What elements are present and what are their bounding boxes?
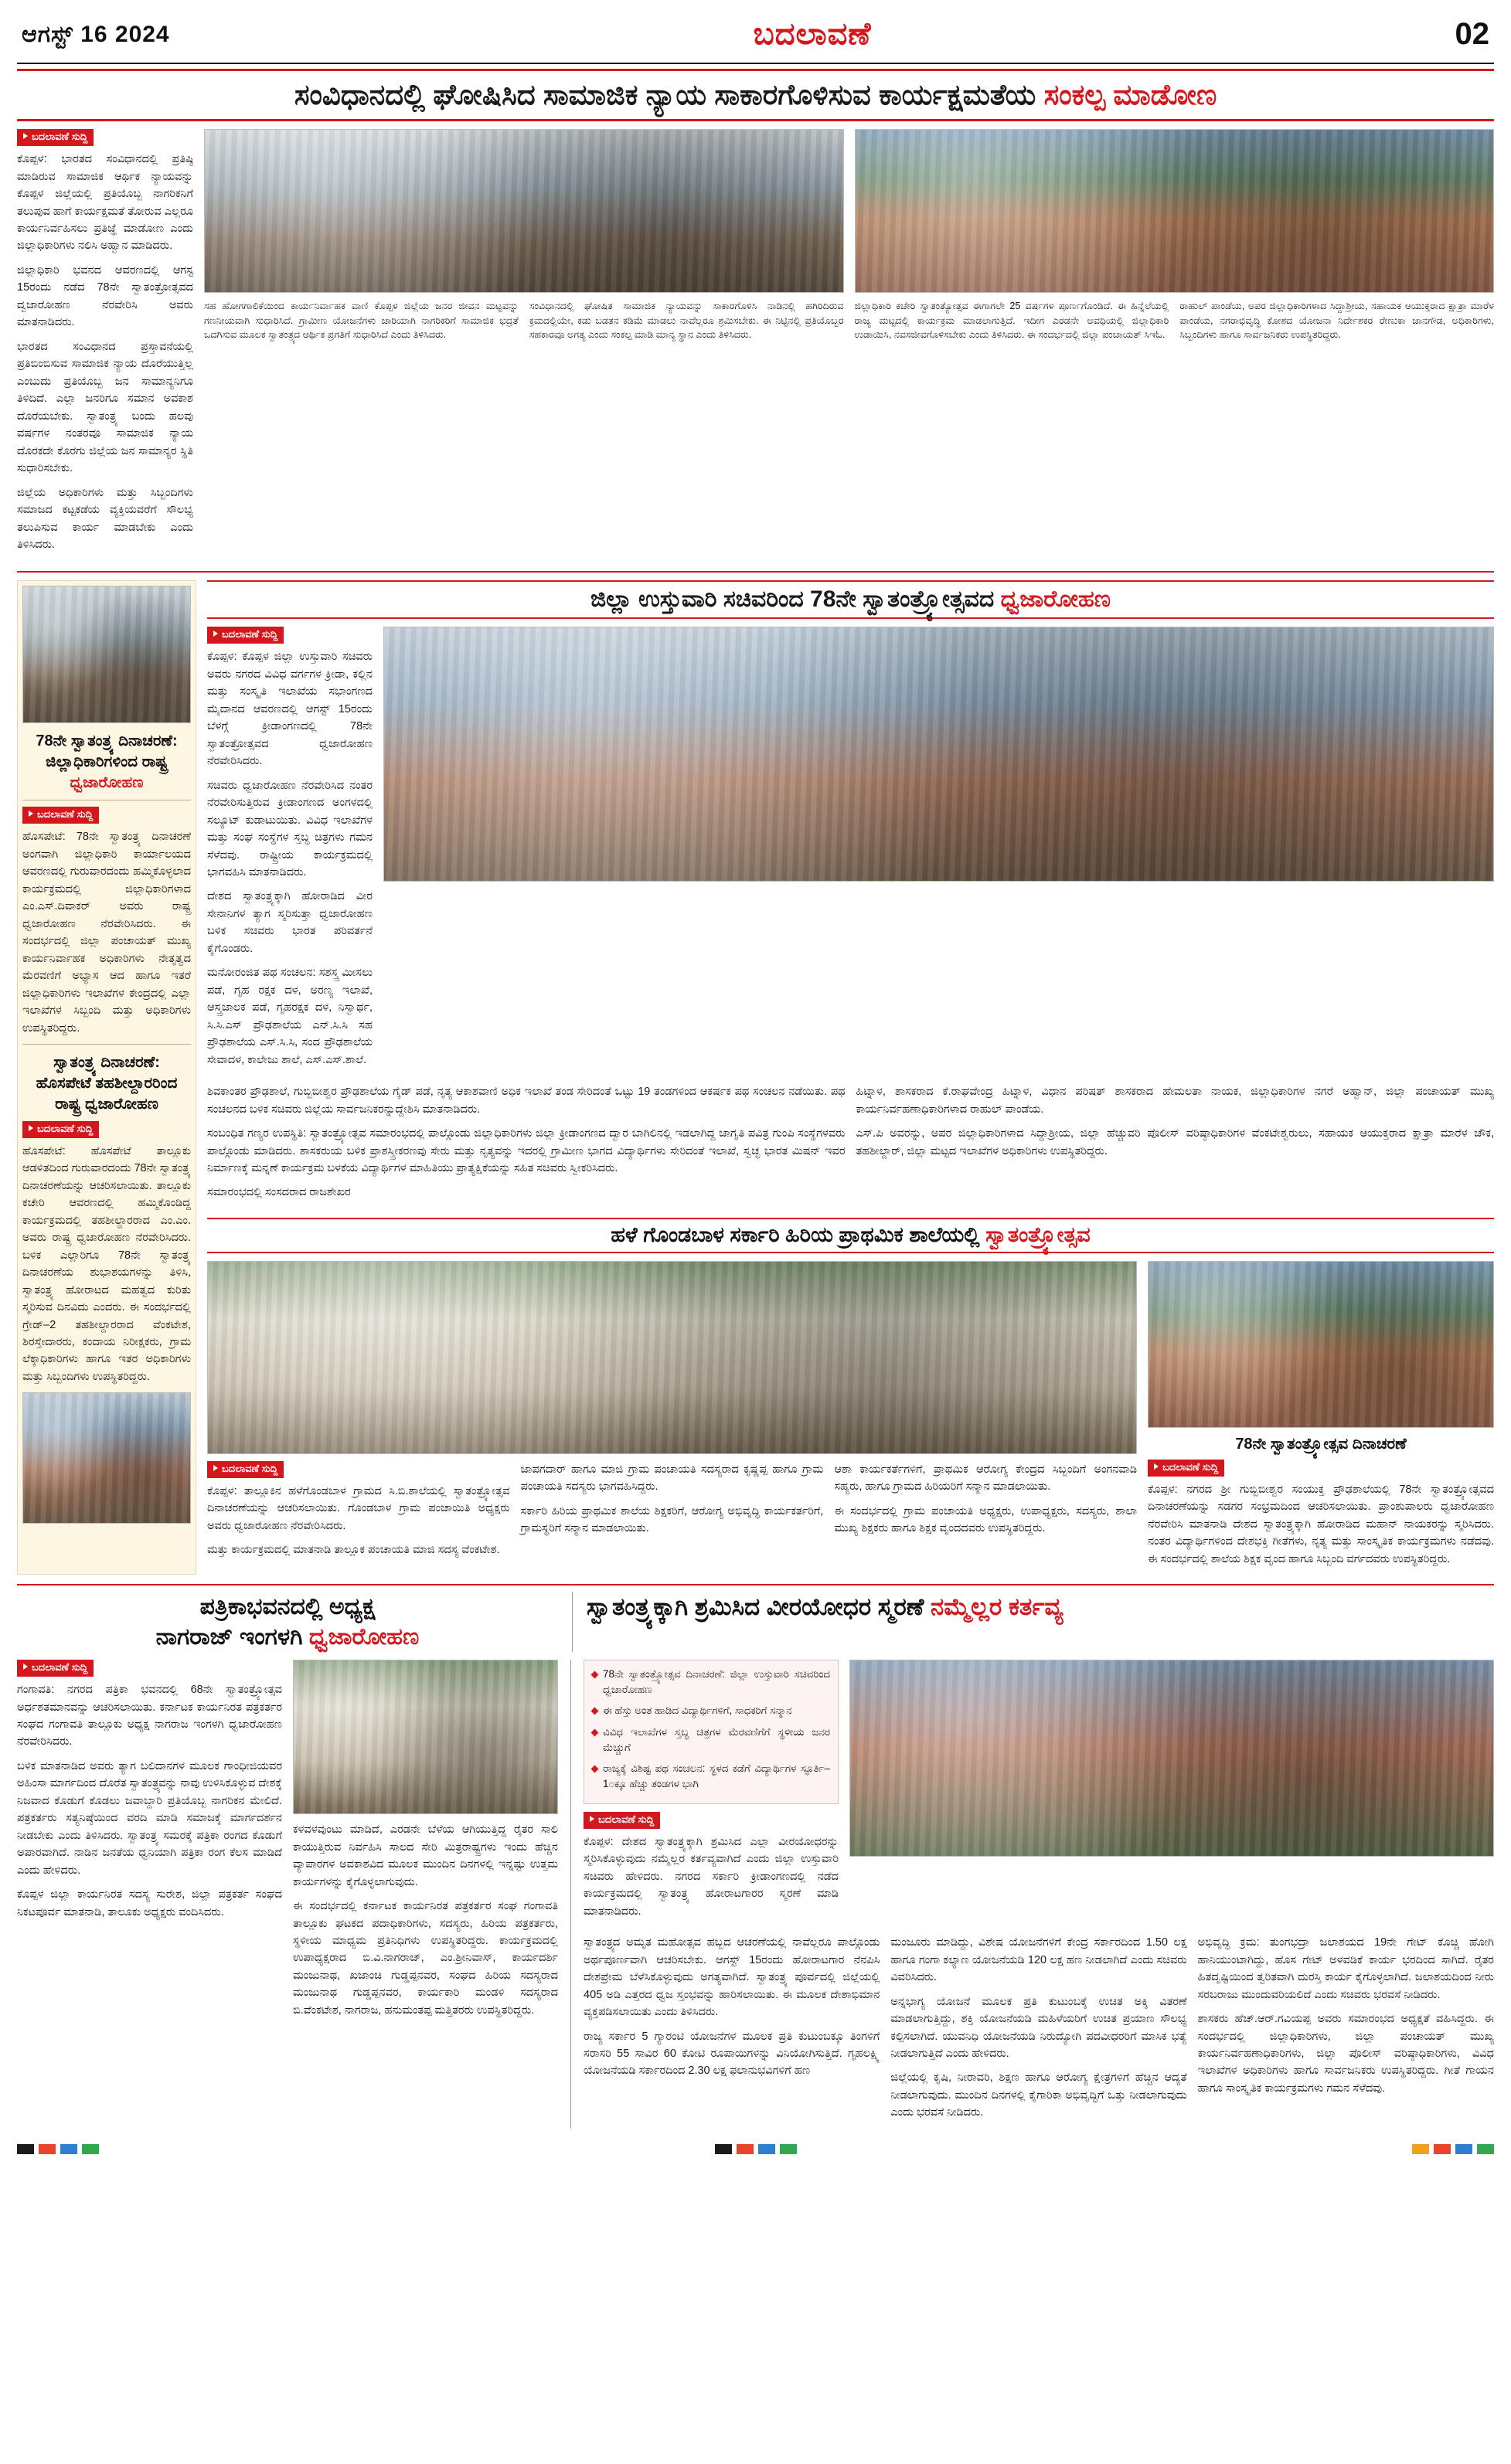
mid-column-2 bbox=[207, 1083, 846, 1208]
kicker-badge: ಬದಲಾವಣೆ ಸುದ್ದಿ bbox=[22, 1121, 99, 1138]
school-row bbox=[207, 1261, 1494, 1575]
mid-headline-band bbox=[207, 580, 1494, 619]
kicker-badge: ಬದಲಾವಣೆ ಸುದ್ದಿ bbox=[22, 807, 99, 824]
photo-rail-flag-hoisting bbox=[22, 586, 191, 723]
school-paragraph: ಈ ಸಂದರ್ಭದಲ್ಲಿ ಗ್ರಾಮ ಪಂಚಾಯತಿ ಅಧ್ಯಕ್ಷರು, ಉಪಾಧ್ಯಕ್ಷರು, ಸದಸ್ಯರು, ಶಾಲಾ ಮುಖ್ಯ ಶಿಕ್ಷಕರು ಹಾಗೂ ಶಿಕ್ಷಕ ವೃಂದದವರು ಉಪಸ್ಥಿತರಿದ್ದರು. bbox=[834, 1504, 1138, 1535]
school-column-2 bbox=[521, 1461, 824, 1566]
registration-dot bbox=[780, 2144, 797, 2154]
school-main-column bbox=[207, 1261, 1137, 1575]
kicker-badge: ಬದಲಾವಣೆ ಸುದ್ದಿ bbox=[584, 1812, 660, 1829]
school-headline-band bbox=[207, 1218, 1494, 1253]
bottom-right-paragraph: ಶಾಸಕರು ಹೆಚ್.ಆರ್.ಗವಿಯಪ್ಪ ಅವರು ಸಮಾರಂಭದ ಅಧ್ಯಕ್ಷತೆ ವಹಿಸಿದ್ದರು. ಈ ಸಂದರ್ಭದಲ್ಲಿ ಜಿಲ್ಲಾಧಿಕಾರಿಗಳು, ಜಿಲ್ಲಾ ಪಂಚಾಯತ್ ಮುಖ್ಯ ಕಾರ್ಯನಿರ್ವಹಣಾಧಿಕಾರಿಗಳು, ಜಿಲ್ಲಾ ಪೊಲೀಸ್ ವರಿಷ್ಠಾಧಿಕಾರಿಗಳು, ವಿವಿಧ ಇಲಾಖೆಗಳ ಅಧಿಕಾರಿಗಳು ಹಾಗೂ ಸಾರ್ವಜನಿಕರು ಉಪಸ್ಥಿತರಿದ್ದರು. ಗೀತೆ ಗಾಯನ ಹಾಗೂ ಸಾಂಸ್ಕೃತಿಕ ಕಾರ್ಯಕ್ರಮಗಳು ಗಮನ ಸೆಳೆದವು. bbox=[1197, 2013, 1494, 2095]
mid-paragraph: ಕೊಪ್ಪಳ: ಕೊಪ್ಪಳ ಜಿಲ್ಲಾ ಉಸ್ತುವಾರಿ ಸಚಿವರು ಅವರು ನಗರದ ವಿವಿಧ ವರ್ಗಗಳ ಕ್ರೀಡಾ, ಕಲ್ಲಿನ ಮತ್ತು ಸಂಸ್ಕೃತಿ ಇಲಾಖೆಯ ಸಭಾಂಗಣದ ಮೈದಾನದ ಆವರಣದಲ್ಲಿ ಆಗಸ್ಟ್ 15ರಂದು ಬೆಳಗ್ಗೆ ಕ್ರೀಡಾಂಗಣದಲ್ಲಿ 78ನೇ ಸ್ವಾತಂತ್ರೋತ್ಸವದ ಧ್ವಜಾರೋಹಣ ನೆರವೇರಿಸಿದರು. bbox=[207, 651, 373, 768]
publication-logo: ಬದಲಾವಣೆ bbox=[753, 17, 872, 51]
registration-dot bbox=[17, 2144, 34, 2154]
top-story bbox=[17, 129, 1494, 568]
school-headline bbox=[210, 1223, 1491, 1248]
footer-dots-right bbox=[1412, 2144, 1494, 2154]
rail-headline-2-line2: ಹೊಸಪೇಟೆ ತಹಶೀಲ್ದಾರರಿಂದ bbox=[36, 1074, 178, 1092]
mid-paragraph: ಶಿವಕಾಂತರ ಪ್ರೌಢಶಾಲೆ, ಗುಬ್ಬಿಬೀಶ್ವರ ಪ್ರೌಢಶಾಲೆಯ ಗೈಡ್ ಪಡೆ, ನೃತ್ಯ ಆಕಾಶವಾಣಿ ಅಧಿಕ ಇಲಾಖೆ ತಂಡ ಸೇರಿದಂತೆ ಒಟ್ಟು 19 ತಂಡಗಳಿಂದ ಆಕರ್ಷಕ ಪಥ ಸಂಚಲನ ನಡೆಯಿತು. ಪಥ ಸಂಚಲನದ ಬಳಿಕ ಸಚಿವರು ಜಿಲ್ಲೆಯ ಸಾರ್ವಜನಿಕರನ್ನುದ್ದೇಶಿಸಿ ಮಾತನಾಡಿದರು. bbox=[207, 1086, 846, 1116]
mid-column-3 bbox=[856, 1083, 1495, 1208]
school-side-paragraph: ಕೊಪ್ಪಳ: ನಗರದ ಶ್ರೀ ಗುಬ್ಬಿಬೀಶ್ವರ ಸಂಯುಕ್ತ ಪ್ರೌಢಶಾಲೆಯಲ್ಲಿ 78ನೇ ಸ್ವಾತಂತ್ರ್ಯೋತ್ಸವದ ದಿನಾಚರಣೆಯನ್ನು ಸಡಗರ ಸಂಭ್ರಮದಿಂದ ಆಚರಿಸಲಾಯಿತು. ಪ್ರಾಂಶುಪಾಲರು ಧ್ವಜಾರೋಹಣ ನೆರವೇರಿಸಿ ಮಾತನಾಡಿ ದೇಶದ ಸ್ವಾತಂತ್ರ್ಯಕ್ಕಾಗಿ ಹೋರಾಡಿದ ಮಹಾನ್ ನಾಯಕರನ್ನು ಸ್ಮರಿಸಿದರು. ನಂತರ ವಿದ್ಯಾರ್ಥಿಗಳಿಂದ ದೇಶಭಕ್ತಿ ಗೀತೆಗಳು, ನೃತ್ಯ ಮತ್ತು ಸಾಂಸ್ಕೃತಿಕ ಕಾರ್ಯಕ್ರಮಗಳು ನಡೆದವು. ಈ ಸಂದರ್ಭದಲ್ಲಿ ಶಾಲೆಯ ಶಿಕ್ಷಕ ವೃಂದ ಹಾಗೂ ಸಿಬ್ಬಂದಿ ವರ್ಗದವರು ಉಪಸ್ಥಿತರಿದ್ದರು. bbox=[1148, 1483, 1494, 1565]
photo-district-office-flag-hoisting bbox=[204, 129, 844, 293]
mid-story-grid bbox=[207, 627, 1494, 1076]
rail-divider bbox=[22, 1044, 191, 1045]
footer-color-bar bbox=[17, 2139, 1494, 2154]
top-story-paragraph: ಜಿಲ್ಲೆಯ ಅಧಿಕಾರಿಗಳು ಮತ್ತು ಸಿಬ್ಬಂದಿಗಳು ಸಮಾಜದ ಕಟ್ಟಕಡೆಯ ವ್ಯಕ್ತಿಯವರೆಗೆ ಸೌಲಭ್ಯ ತಲುಪಿಸುವ ಕಾರ್ಯ ಮಾಡಬೇಕು ಎಂದು ತಿಳಿಸಿದರು. bbox=[17, 486, 193, 551]
top-story-text-column bbox=[17, 129, 193, 560]
bottom-right-headline bbox=[587, 1592, 1494, 1623]
rail-headline-2 bbox=[26, 1052, 188, 1115]
highlight-item: ಈ ಹೆಸ್ತು ಅಂತ ಹಾಡಿದ ವಿದ್ಯಾರ್ಥಿಗಳಿಗೆ, ಸಾಧಕರಿಗೆ ಸನ್ಮಾನ bbox=[592, 1703, 830, 1718]
mid-headline-accent: ಧ್ವಜಾರೋಹಣ bbox=[1000, 586, 1111, 613]
bottom-right-paragraph: ಅಭಿವೃದ್ಧಿ ಕ್ರಮ: ತುಂಗಭದ್ರಾ ಜಲಾಶಯದ 19ನೇ ಗೇಟ್ ಕೊಚ್ಚಿ ಹೋಗಿ ಹಾನಿಯುಂಟಾಗಿದ್ದು, ಹೊಸ ಗೇಟ್ ಅಳವಡಿಕೆ ಕಾರ್ಯ ಭರದಿಂದ ಸಾಗಿದೆ. ರೈತರ ಹಿತದೃಷ್ಟಿಯಿಂದ ತ್ವರಿತವಾಗಿ ದುರಸ್ತಿ ಕಾರ್ಯ ಕೈಗೊಳ್ಳಲಾಗಿದೆ. ಜಲಾಶಯದಿಂದ ನೀರು ಸರಬರಾಜು ಮುಂದುವರಿಯಲಿದೆ ಎಂದು ಸಚಿವರು ಭರವಸೆ ನೀಡಿದರು. bbox=[1197, 1936, 1494, 2001]
bottom-right-body bbox=[570, 1660, 1494, 2129]
bottom-right-paragraph: ರಾಜ್ಯ ಸರ್ಕಾರ 5 ಗ್ಯಾರಂಟಿ ಯೋಜನೆಗಳ ಮೂಲಕ ಪ್ರತಿ ಕುಟುಂಬಕ್ಕೂ ತಿಂಗಳಿಗೆ ಸರಾಸರಿ 55 ಸಾವಿರ 60 ಕೋಟಿ ರೂಪಾಯಿಗಳನ್ನು ವಿನಿಯೋಗಿಸುತ್ತಿದೆ. ಗೃಹಲಕ್ಷ್ಮಿ ಯೋಜನೆಯಡಿ ಸರ್ಕಾರದಿಂದ 2.30 ಲಕ್ಷ ಫಲಾನುಭವಿಗಳಿಗೆ ಹಣ bbox=[584, 2030, 880, 2078]
bottom-body bbox=[17, 1660, 1494, 2129]
bottom-right-paragraph: ಸ್ವಾತಂತ್ರ್ಯದ ಅಮೃತ ಮಹೋತ್ಸವ ಹಬ್ಬದ ಆಚರಣೆಯಲ್ಲಿ ನಾವೆಲ್ಲರೂ ಪಾಲ್ಗೊಂಡು ಅರ್ಥಪೂರ್ಣವಾಗಿ ಆಚರಿಸಬೇಕು. ಆಗಸ್ಟ್ 15ರಂದು ಹೋರಾಟಗಾರ ನೆನಪಿಸಿ ದೇಶಪ್ರೇಮ ಬೆಳೆಸಿಕೊಳ್ಳುವುದು ಅಗತ್ಯವಾಗಿದೆ. ಸ್ವಾತಂತ್ರ್ಯ ಪೂರ್ವದಲ್ಲಿ ಜಿಲ್ಲೆಯಲ್ಲಿ 405 ಅಡಿ ಎತ್ತರದ ಧ್ವಜ ಸ್ತಂಭವನ್ನು ಹಾರಿಸಲಾಯಿತು. ಈ ಮೂಲಕ ದೇಶಾಭಿಮಾನ ವ್ಯಕ್ತಪಡಿಸಲಾಯಿತು ಎಂದು ತಿಳಿಸಿದರು. bbox=[584, 1936, 880, 2019]
mid-headline-main: ಜಿಲ್ಲಾ ಉಸ್ತುವಾರಿ ಸಚಿವರಿಂದ 78ನೇ ಸ್ವಾತಂತ್ರ್ಯೋತ್ಸವದ bbox=[590, 586, 1001, 613]
school-text-columns bbox=[207, 1461, 1137, 1566]
mid-paragraph: ಮನೋರಂಜಿತ ಪಥ ಸಂಚಲನ: ಸಶಸ್ತ್ರ ಮೀಸಲು ಪಡೆ, ಗೃಹ ರಕ್ಷಕ ದಳ, ಅರಣ್ಯ ಇಲಾಖೆ, ಆಸ್ತ್ರಜಾಲಕ ಪಡೆ, ಗೃಹರಕ್ಷಕ ದಳ, ನಿಸ್ವಾರ್ಥ, ಸಿ.ಸಿ.ಎಸ್ ಪ್ರೌಢಶಾಲೆಯ ಎನ್.ಸಿ.ಸಿ ಸಹ ಪ್ರೌಢಶಾಲೆಯ ಎಸ್.ಸಿ.ಸಿ, ಸಂದ ಪ್ರೌಢಶಾಲೆಯ ಸೇವಾದಳ, ಕಾಲೇಜು ಶಾಲೆ, ಎಸ್.ಎಸ್.ಶಾಲೆ. bbox=[207, 967, 373, 1066]
registration-dot bbox=[1434, 2144, 1451, 2154]
kicker-badge: ಬದಲಾವಣೆ ಸುದ್ದಿ bbox=[207, 1461, 284, 1478]
top-story-paragraph: ಜಿಲ್ಲಾಧಿಕಾರಿ ಭವನದ ಆವರಣದಲ್ಲಿ ಆಗಸ್ಟ 15ರಂದು ನಡೆದ 78ನೇ ಸ್ವಾತಂತ್ರೋತ್ಸವದ ದ್ವಜಾರೋಹಣ ನೆರವೇರಿಸಿ ಅವರು ಮಾತನಾಡಿದರು. bbox=[17, 263, 193, 329]
mid-paragraph: ಸಮಾರಂಭದಲ್ಲಿ ಸಂಸದರಾದ ರಾಜಶೇಖರ bbox=[207, 1186, 351, 1199]
photo-rail-tahsildar-flag bbox=[22, 1392, 191, 1524]
bottom-left-paragraph: ಈ ಸಂದರ್ಭದಲ್ಲಿ ಕರ್ನಾಟಕ ಕಾರ್ಯನಿರತ ಪತ್ರಕರ್ತರ ಸಂಘ ಗಂಗಾವತಿ ತಾಲ್ಲೂಕು ಘಟಕದ ಪದಾಧಿಕಾರಿಗಳು, ಸದಸ್ಯರು, ಹಿರಿಯ ಪತ್ರಕರ್ತರು, ಸ್ಥಳೀಯ ಮಾಧ್ಯಮ ಪ್ರತಿನಿಧಿಗಳು ಉಪಸ್ಥಿತರಿದ್ದರು. ಕಾರ್ಯಕ್ರಮದಲ್ಲಿ ಉಪಾಧ್ಯಕ್ಷರಾದ ಬಿ.ವಿ.ನಾಗರಾಜ್, ಎಂ.ಶ್ರೀನಿವಾಸ್, ಕಾರ್ಯದರ್ಶಿ ಮಂಜುನಾಥ, ಖಜಾಂಚಿ ಗುಡ್ಡಪ್ಪನವರ, ಸಂಘದ ಹಿರಿಯ ಸದಸ್ಯರಾದ ಮಂಜುನಾಥ ಗುಡ್ಡಪ್ಪನವರ, ಕಾರ್ಯಕಾರಿ ಮಂಡಳಿ ಸದಸ್ಯರಾದ ಬಿ.ವೆಂಕಟೇಶ, ನಾಗರಾಜ, ಹನುಮಂತಪ್ಪ ಮತ್ತಿತರರು ಉಪಸ್ಥಿತರಿದ್ದರು. bbox=[293, 1900, 558, 2017]
bottom-right-headline-accent: ನಮ್ಮೆಲ್ಲರ ಕರ್ತವ್ಯ bbox=[930, 1593, 1063, 1621]
rail-headline-1-line1: 78ನೇ ಸ್ವಾತಂತ್ರ್ಯ ದಿನಾಚರಣೆ: bbox=[36, 732, 178, 750]
mid-photo-column bbox=[383, 627, 1494, 1076]
school-paragraph: ಕೊಪ್ಪಳ: ತಾಲ್ಲೂಕಿನ ಹಳೆಗೊಂಡಬಾಳ ಗ್ರಾಮದ ಸಿ.ಬಿ.ಶಾಲೆಯಲ್ಲಿ ಸ್ವಾತಂತ್ರ್ಯೋತ್ಸವ ದಿನಾಚರಣೆಯನ್ನು ಆಚರಿಸಲಾಯಿತು. ಗೊಂಡಬಾಳ ಗ್ರಾಮ ಪಂಚಾಯಿತಿ ಅಧ್ಯಕ್ಷರು ಅವರು ಧ್ವಜಾರೋಹಣ ನೆರವೇರಿಸಿದರು. bbox=[207, 1484, 510, 1532]
mid-story-text-column bbox=[207, 627, 373, 1076]
rail-paragraph-1: ಹೊಸಪೇಟೆ: 78ನೇ ಸ್ವಾತಂತ್ರ್ಯ ದಿನಾಚರಣೆ ಅಂಗವಾಗಿ ಜಿಲ್ಲಾಧಿಕಾರಿ ಕಾರ್ಯಾಲಯದ ಆವರಣದಲ್ಲಿ ಗುರುವಾರದಂದು ಹಮ್ಮಿಕೊಳ್ಳಲಾದ ಕಾರ್ಯಕ್ರಮದಲ್ಲಿ ಜಿಲ್ಲಾಧಿಕಾರಿಗಳಾದ ಎಂ.ಎಸ್.ದಿವಾಕರ್ ಅವರು ರಾಷ್ಟ್ರ ಧ್ವಜಾರೋಹಣ ನೆರವೇರಿಸಿದರು. ಈ ಸಂದರ್ಭದಲ್ಲಿ ಜಿಲ್ಲಾ ಪಂಚಾಯತ್ ಮುಖ್ಯ ಕಾರ್ಯನಿರ್ವಾಹಕ ಅಧಿಕಾರಿಗಳು ನೇತೃತ್ವದ ಮೆರವಣಿಗೆ ಅಭ್ಯಾಸ ಆದ ಹಾಗೂ ಇತರೆ ಜಿಲ್ಲಾಧಿಕಾರಿಗಳು ಇಲಾಖೆಗಳ ಕೇಂದ್ರದಲ್ಲಿ ಎಲ್ಲಾ ಇಲಾಖೆಗಳ ಸಿಬ್ಬಂದಿ ಮತ್ತು ಅಧಿಕಾರಿಗಳು ಉಪಸ್ಥಿತರಿದ್ದರು. bbox=[22, 831, 191, 1035]
caption-text: ಸಂವಿಧಾನದಲ್ಲಿ ಘೋಷಿತ ಸಾಮಾಜಿಕ ನ್ಯಾಯವನ್ನು ಸಾಕಾರಗೊಳಿಸಿ ನಾಡಿನಲ್ಲಿ ಹಗಿರಿದಿರುವ ಕ್ರಮದಲ್ಲಿಯೇ, ಕಡು ಬಡತನ ಕಡಿಮೆ ಮಾಡಲು ನಾವೆಲ್ಲರೂ ಶ್ರಮಿಸಬೇಕು. ಈ ನಿಟ್ಟಿನಲ್ಲಿ ಪ್ರತಿಯೊಬ್ಬರ ಸಹಕಾರವೂ ಅಗತ್ಯ ಎಂದು ಸಂಕಲ್ಪ ಮಾಡಿ ಮಾನ್ಯ ಸ್ಥಾನ ಎಂದು ತಿಳಿಸಿದರು. bbox=[529, 301, 844, 340]
photo-school-assembly bbox=[1148, 1261, 1494, 1428]
bottom-left-paragraph: ಬಳಿಕ ಮಾತನಾಡಿದ ಅವರು ತ್ಯಾಗ ಬಲಿದಾನಗಳ ಮೂಲಕ ಗಾಂಧೀಜಿಯವರ ಅಹಿಂಸಾ ಮಾರ್ಗದಿಂದ ದೊರೆತ ಸ್ವಾತಂತ್ರ್ಯವನ್ನು ನಾವು ಉಳಿಸಿಕೊಳ್ಳುವ ದೇಶಕ್ಕೆ ನಿಜವಾದ ಕೊಡುಗೆ ಕೊಡಲು ಜವಾಬ್ದಾರಿ ಪ್ರತಿಯೊಬ್ಬ ನಾಗರಿಕನ ಮೇಲಿದೆ. ಪತ್ರಕರ್ತರು ಸತ್ಯನಿಷ್ಠೆಯಿಂದ ವರದಿ ಮಾಡಿ ಸಮಾಜಕ್ಕೆ ಮಾರ್ಗದರ್ಶನ ನೀಡಬೇಕು ಎಂದು ತಿಳಿಸಿದರು. ಸ್ವಾತಂತ್ರ್ಯ ಸಮರಕ್ಕೆ ಪತ್ರಿಕಾ ರಂಗದ ಕೊಡುಗೆ ಅಪಾರವಾಗಿದೆ. ನಾಡಿನ ಜನತೆಯ ಧ್ವನಿಯಾಗಿ ಪತ್ರಿಕಾ ರಂಗ ಕೆಲಸ ಮಾಡಿದೆ ಎಂದು ಹೇಳಿದರು. bbox=[17, 1759, 282, 1877]
school-paragraph: ಜಾಪಗದಾರ್ ಹಾಗೂ ಮಾಜಿ ಗ್ರಾಮ ಪಂಚಾಯತಿ ಸದಸ್ಯರಾದ ಕೃಷ್ಣಪ್ಪ ಹಾಗೂ ಗ್ರಾಮ ಪಂಚಾಯತಿ ಸದಸ್ಯರು ಭಾಗವಹಿಸಿದ್ದರು. bbox=[520, 1463, 824, 1494]
mid-paragraph: ದೇಶದ ಸ್ವಾತಂತ್ರ್ಯಕ್ಕಾಗಿ ಹೋರಾಡಿದ ವೀರ ಸೇನಾನಿಗಳ ತ್ಯಾಗ ಸ್ಮರಿಸುತ್ತಾ ಧ್ವಜಾರೋಹಣ ಬಳಿಕ ಸಚಿವರು ಭಾರತ ಪರಿವರ್ತನೆ ಕೈಗೊಂಡರು. bbox=[207, 890, 373, 955]
mid-three-column bbox=[207, 1083, 1494, 1208]
masthead bbox=[17, 14, 1494, 61]
rail-headline-1 bbox=[26, 731, 188, 794]
top-story-paragraph: ಭಾರತದ ಸಂವಿಧಾನದ ಪ್ರಸ್ತಾವನೆಯಲ್ಲಿ ಪ್ರತಿಬಿಂಬಿಸುವ ಸಾಮಾಜಿಕ ನ್ಯಾಯ ದೊರೆಯುತ್ತಿಲ್ಲ ಎಂಬುದು ಪ್ರತಿಯೊಬ್ಬ ಜನ ಸಾಮಾನ್ಯನಿಗೂ ತಿಳಿದಿದೆ. ಎಲ್ಲಾ ಜನರಿಗೂ ಸಮಾನ ಅವಕಾಶ ದೊರೆಯಬೇಕು. ಸ್ವಾತಂತ್ರ್ಯ ಬಂದು ಹಲವು ವರ್ಷಗಳ ನಂತರವೂ ಸಾಮಾಜಿಕ ನ್ಯಾಯ ದೊರಕದೇ ಕೊರಗು ಜಿಲ್ಲೆಯ ಜನ ಸಾಮಾನ್ಯರ ಸ್ಥಿತಿ ಸುಧಾರಿಸಬೇಕು. bbox=[17, 340, 193, 475]
highlights-list bbox=[592, 1667, 830, 1792]
section-divider bbox=[17, 571, 1494, 573]
photo-press-club-flag-hoisting bbox=[293, 1660, 558, 1814]
top-headline bbox=[22, 77, 1489, 113]
top-story-photo-column bbox=[204, 129, 1494, 560]
bottom-left-column-2 bbox=[293, 1660, 558, 2129]
highlight-item: ರಾಜ್ಯಕ್ಕೆ ವಿಶಿಷ್ಟ ಪಥ ಸಂಚಲನ: ಸ್ಥಳದ ಕಡೆಗೆ ವಿದ್ಯಾರ್ಥಿಗಳ ಸ್ಫೂರ್ತಿ–1೦ಕ್ಕೂ ಹೆಚ್ಚು ತಂಡಗಳ ಭಾಗಿ bbox=[592, 1761, 830, 1792]
top-headline-band bbox=[17, 69, 1494, 121]
school-headline-main: ಹಳೆ ಗೊಂಡಬಾಳ ಸರ್ಕಾರಿ ಹಿರಿಯ ಪ್ರಾಥಮಿಕ ಶಾಲೆಯಲ್ಲಿ bbox=[611, 1222, 986, 1246]
registration-dot bbox=[715, 2144, 732, 2154]
photo-school-group bbox=[207, 1261, 1137, 1454]
school-side-column bbox=[1148, 1261, 1494, 1575]
registration-dot bbox=[39, 2144, 56, 2154]
bottom-right-paragraph: ಅನ್ನಭಾಗ್ಯ ಯೋಜನೆ ಮೂಲಕ ಪ್ರತಿ ಕುಟುಂಬಕ್ಕೆ ಉಚಿತ ಅಕ್ಕಿ ವಿತರಣೆ ಮಾಡಲಾಗುತ್ತಿದ್ದು, ಶಕ್ತಿ ಯೋಜನೆಯಡಿ ಮಹಿಳೆಯರಿಗೆ ಉಚಿತ ಪ್ರಯಾಣ ಸೌಲಭ್ಯ ಕಲ್ಪಿಸಲಾಗಿದೆ. ಯುವನಿಧಿ ಯೋಜನೆಯಡಿ ನಿರುದ್ಯೋಗಿ ಪದವೀಧರರಿಗೆ ಮಾಸಿಕ ಭತ್ಯೆ ನೀಡಲಾಗುತ್ತಿದೆ ಎಂದು ಹೇಳಿದರು. bbox=[890, 1995, 1187, 2060]
middle-section bbox=[17, 580, 1494, 1575]
school-side-title: 78ನೇ ಸ್ವಾತಂತ್ರ್ಯೋತ್ಸವ ದಿನಾಚರಣೆ bbox=[1235, 1435, 1407, 1453]
bottom-left-headline-line1: ಪತ್ರಿಕಾಭವನದಲ್ಲಿ ಅಧ್ಯಕ್ಷ bbox=[199, 1594, 376, 1620]
registration-dot bbox=[1455, 2144, 1472, 2154]
page-number: 02 bbox=[1455, 17, 1489, 51]
rail-headline-1-accent: ಧ್ವಜಾರೋಹಣ bbox=[70, 774, 144, 792]
footer-dots-center bbox=[715, 2144, 797, 2154]
middle-main-column bbox=[207, 580, 1494, 1575]
school-column-1 bbox=[207, 1461, 510, 1566]
caption-text: ರಾಹುಲ್ ಪಾಂಡೆಯ, ಅಪರ ಜಿಲ್ಲಾಧಿಕಾರಿಗಳಾದ ಸಿದ್ದಾಶ್ರೀಯ, ಸಹಾಯಕ ಆಯುಕ್ತರಾದ ಕ್ಷಾತ್ರಾ ಮಾರೆಳ ಪಾಂಡೆಯ, ನಗರಾಭಿವೃದ್ಧಿ ಕೋಶದ ಯೋಜನಾ ನಿರ್ದೇಶಕರ ರೇಣುಕಾ ಜಾನಗೌಡ, ಅಧಿಕಾರಿಗಳು, ಸಿಬ್ಬಂದಿಗಳು ಹಾಗೂ ಸಾರ್ವಜನಿಕರು ಉಪಸ್ಥಿತರಿದ್ದರು. bbox=[1179, 301, 1494, 340]
bottom-right-column-3 bbox=[1198, 1934, 1494, 2129]
bottom-right-headline-main: ಸ್ವಾತಂತ್ರ್ಯಕ್ಕಾಗಿ ಶ್ರಮಿಸಿದ ವೀರಯೋಧರ ಸ್ಮರಣೆ bbox=[587, 1593, 931, 1621]
left-rail bbox=[17, 580, 196, 1575]
bottom-left-headline-line2: ನಾಗರಾಜ್ ಇಂಗಳಗಿ bbox=[155, 1624, 309, 1650]
bottom-left-headline bbox=[17, 1592, 558, 1652]
school-paragraph: ಮತ್ತು ಕಾರ್ಯಕ್ರಮದಲ್ಲಿ ಮಾತನಾಡಿ ತಾಲ್ಲೂಕ ಪಂಚಾಯತಿ ಮಾಜಿ ಸದಸ್ಯ ವೆಂಕಟೇಶ. bbox=[207, 1544, 500, 1557]
bottom-right-paragraph: ಮಂಜೂರು ಮಾಡಿದ್ದು, ವಿಶೇಷ ಯೋಜನೆಗಳಿಗೆ ಕೇಂದ್ರ ಸರ್ಕಾರದಿಂದ 1.50 ಲಕ್ಷ ಹಾಗೂ ಗಂಗಾ ಕಲ್ಯಾಣ ಯೋಜನೆಯಡಿ 120 ಲಕ್ಷ ಹಣ ನೀಡಲಾಗಿದೆ ಎಂದು ಸಚಿವರು ವಿವರಿಸಿದರು. bbox=[890, 1936, 1187, 1984]
photo-minister-salute bbox=[849, 1660, 1494, 1857]
kicker-badge: ಬದಲಾವಣೆ ಸುದ್ದಿ bbox=[1148, 1460, 1224, 1477]
bottom-right-bullets-column bbox=[584, 1660, 839, 1927]
bottom-right-headline-wrap bbox=[572, 1592, 1494, 1652]
top-photo-left-wrap bbox=[204, 129, 844, 293]
bottom-right-photo-column bbox=[849, 1660, 1494, 1927]
rail-headline-1-line2: ಜಿಲ್ಲಾಧಿಕಾರಿಗಳಿಂದ ರಾಷ್ಟ್ರ bbox=[46, 753, 168, 771]
rail-headline-2-line1: ಸ್ವಾತಂತ್ರ್ಯ ದಿನಾಚರಣೆ: bbox=[53, 1053, 160, 1071]
bottom-right-paragraph: ಕೊಪ್ಪಳ: ದೇಶದ ಸ್ವಾತಂತ್ರ್ಯಕ್ಕಾಗಿ ಶ್ರಮಿಸಿದ ಎಲ್ಲಾ ವೀರಯೋಧರನ್ನು ಸ್ಮರಿಸಿಕೊಳ್ಳುವುದು ನಮ್ಮೆಲ್ಲರ ಕರ್ತವ್ಯವಾಗಿದೆ ಎಂದು ಜಿಲ್ಲಾ ಉಸ್ತುವಾರಿ ಸಚಿವರು ಹೇಳಿದರು. ನಗರದ ಸರ್ಕಾರಿ ಕ್ರೀಡಾಂಗಣದಲ್ಲಿ ನಡೆದ ಕಾರ್ಯಕ್ರಮದಲ್ಲಿ ಸ್ವಾತಂತ್ರ್ಯ ಹೋರಾಟಗಾರರ ಸ್ಮರಣೆ ಮಾಡಿ ಮಾತನಾಡಿದರು. bbox=[584, 1835, 839, 1918]
school-column-3 bbox=[834, 1461, 1137, 1566]
mid-paragraph: ಸಚಿವರು ಧ್ವಜಾರೋಹಣ ನೆರವೇರಿಸಿದ ನಂತರ ನೆರವೇರಿಸುತ್ತಿರುವ ಕ್ರೀಡಾಂಗಣದ ಅಂಗಳದಲ್ಲಿ ಸಲ್ಯೂಟ್ ಕುಡಾಟುಯಿತು. ವಿವಿಧ ಇಲಾಖೆಗಳ ಮತ್ತು ಸಂಘ ಸಂಸ್ಥೆಗಳ ಸ್ತಬ್ಧ ಚಿತ್ರಗಳು ಗಮನ ಸೆಳೆದವು. ರಾಷ್ಟ್ರೀಯ ಕಾರ್ಯಕ್ರಮದಲ್ಲಿ ಭಾಗವಹಿಸಿ ಮಾತನಾಡಿದರು. bbox=[207, 779, 373, 879]
mid-paragraph: ಹಿಟ್ನಾಳ, ಶಾಸಕರಾದ ಕೆ.ರಾಘವೇಂದ್ರ ಹಿಟ್ನಾಳ, ವಿಧಾನ ಪರಿಷತ್ ಶಾಸಕರಾದ ಹೇಮಲತಾ ನಾಯಕ, ಜಿಲ್ಲಾಧಿಕಾರಿಗಳ ನಗರೆ ಅಹ್ವಾನ್, ಜಿಲ್ಲಾ ಪಂಚಾಯತ್ ಮುಖ್ಯ ಕಾರ್ಯನಿರ್ವಹಣಾಧಿಕಾರಿಗಳಾದ ರಾಹುಲ್ ಪಾಂಡೆಯ. bbox=[856, 1086, 1494, 1116]
photo-public-gathering bbox=[855, 129, 1495, 293]
caption-text: ಜಿಲ್ಲಾಧಿಕಾರಿ ಕಚೇರಿ ಸ್ವಾತಂತ್ಯೋತ್ಸವ ಈಗಾಗಲೇ 25 ವರ್ಷಗಳ ಪೂರ್ಣಗೊಂಡಿದೆ. ಈ ಹಿನ್ನೆಲೆಯಲ್ಲಿ ರಾಜ್ಯ ಮಟ್ಟದಲ್ಲಿ ಕಾರ್ಯಕ್ರಮ ಮಾಡಲಾಗುತ್ತಿದೆ. ಇದೀಗ ಎರಡನೇ ಅವಧಿಯಲ್ಲಿ ಜಿಲ್ಲಾಧಿಕಾರಿ ಉಡಾಯಿಸಿ, ನವಸಜೀವಗೊಳಿಸಬೇಕು ಎಂದು ತಿಳಿಸಿದರು. ಈ ಸಂದರ್ಭದಲ್ಲಿ ಜಿಲ್ಲಾ ಪಂಚಾಯತ್ ಸಿಇಓ. bbox=[854, 301, 1169, 340]
school-paragraph: ಆಶಾ ಕಾರ್ಯಕರ್ತೆಗಳಿಗೆ, ಪ್ರಾಥಮಿಕ ಆರೋಗ್ಯ ಕೇಂದ್ರದ ಸಿಬ್ಬಂದಿಗೆ ಅಂಗನವಾಡಿ ಸಹ್ಯರು, ಹಾಗೂ ಗ್ರಾಮದ ಹಿರಿಯರಿಗೆ ಸನ್ಮಾನ ಮಾಡಲಾಯಿತು. bbox=[834, 1463, 1138, 1494]
mid-paragraph: ಎಸ್.ಪಿ ಅವರನ್ನು, ಅಪರ ಜಿಲ್ಲಾಧಿಕಾರಿಗಳಾದ ಸಿದ್ದಾಶ್ರೀಯ, ಜಿಲ್ಲಾ ಹೆಚ್ಚುವರಿ ಪೊಲೀಸ್ ವರಿಷ್ಠಾಧಿಕಾರಿಗಳ ವೆಂಕಟೇಶ್ವರುಲು, ಸಹಾಯಕ ಆಯುಕ್ತರಾದ ಕ್ಷಾತ್ರಾ ಮಾರೆಳ ಚೌಕ, ತಹಶೀಲ್ದಾರ್, ಜಿಲ್ಲಾ ಮಟ್ಟದ ಇಲಾಖೆಗಳ ಅಧಿಕಾರಿಗಳು ಉಪಸ್ಥಿತರಿದ್ದರು. bbox=[856, 1127, 1494, 1157]
top-caption-row bbox=[204, 299, 1494, 342]
mid-paragraph: ಸಂಬಂಧಿತ ಗಣ್ಯರ ಉಪಸ್ಥಿತಿ: ಸ್ವಾತಂತ್ರ್ಯೋತ್ಸವ ಸಮಾರಂಭದಲ್ಲಿ ಪಾಲ್ಗೊಂಡು ಜಿಲ್ಲಾಧಿಕಾರಿಗಳು ಜಿಲ್ಲಾ ಕ್ರೀಡಾಂಗಣದ ದ್ವಾರ ಬಾಗಿಲಿನಲ್ಲಿ ಇಡಲಾಗಿದ್ದ ಜಾಗೃತಿ ಪವಿತ್ರ ಗುಂಪಿ ಸಂಸ್ಥೆಗಳವರು ಪಾಲ್ಗೊಂಡು ಮಾಡಿದರು. ಶಾಸಕರುಯ ಬಳಿಕ ಪ್ರಾಶಸ್ತ್ರೀಕರಣವು ಸೇರು ಮತ್ತು ನೃತ್ಯವನ್ನು ಇದರಲ್ಲಿ ಗ್ರಾಮೀಣ ಭಾಗದ ವಿದ್ಯಾರ್ಥಿಗಳು ಸೇರಿದಂತೆ ಇಲಾಖೆ, ಸ್ವಚ್ಛ ಭಾರತ ಮಿಷನ್ ಇವರ ನಿರ್ಮಾಣಕ್ಕೆ ಮನ್ನಣೆ ಕಾರ್ಯಕ್ರಮ ಬಳಕೆಯ ವಿದ್ಯಾರ್ಥಿಗಳ ಮಾಹಿತಿಯು ಪ್ರಾತ್ಯಕ್ಷಿಕೆಯನ್ನು ಸಹಿತ ಸಚಿವರು ಸ್ವೀಕರಿಸಿದರು. bbox=[207, 1127, 846, 1174]
top-photo-right-wrap bbox=[855, 129, 1495, 293]
bottom-left-body bbox=[17, 1660, 558, 2129]
kicker-badge: ಬದಲಾವಣೆ ಸುದ್ದಿ bbox=[207, 627, 284, 644]
bottom-section bbox=[17, 1584, 1494, 2129]
registration-dot bbox=[82, 2144, 99, 2154]
highlights-box bbox=[584, 1660, 839, 1804]
bottom-right-column-1 bbox=[584, 1934, 880, 2129]
school-paragraph: ಸರ್ಕಾರಿ ಹಿರಿಯ ಪ್ರಾಥಮಿಕ ಶಾಲೆಯ ಶಿಕ್ಷಕರಿಗೆ, ಆರೋಗ್ಯ ಅಭಿವೃದ್ಧಿ ಕಾರ್ಯಕರ್ತರಿಗೆ, ಗ್ರಾಮಸ್ಥರಿಗೆ ಸನ್ಮಾನ ಮಾಡಲಾಯಿತು. bbox=[520, 1504, 824, 1535]
bottom-left-paragraph: ಗಂಗಾವತಿ: ನಗರದ ಪತ್ರಿಕಾ ಭವನದಲ್ಲಿ 68ನೇ ಸ್ವಾತಂತ್ರ್ಯೋತ್ಸವ ಅರ್ಧಶತಮಾನವನ್ನು ಆಚರಿಸಲಾಯಿತು. ಕರ್ನಾಟಕ ಕಾರ್ಯನಿರತ ಪತ್ರಕರ್ತರ ಸಂಘದ ಗಂಗಾವತಿ ತಾಲ್ಲೂಕು ಅಧ್ಯಕ್ಷ ನಾಗರಾಜ ಇಂಗಳಗಿ ಧ್ವಜಾರೋಹಣ ನೆರವೇರಿಸಿದರು. bbox=[17, 1684, 282, 1749]
kicker-badge: ಬದಲಾವಣೆ ಸುದ್ದಿ bbox=[17, 129, 94, 146]
bottom-right-paragraph: ಜಿಲ್ಲೆಯಲ್ಲಿ ಕೃಷಿ, ನೀರಾವರಿ, ಶಿಕ್ಷಣ ಹಾಗೂ ಆರೋಗ್ಯ ಕ್ಷೇತ್ರಗಳಿಗೆ ಹೆಚ್ಚಿನ ಆದ್ಯತೆ ನೀಡಲಾಗುವುದು. ಮುಂದಿನ ದಿನಗಳಲ್ಲಿ ಕೈಗಾರಿಕಾ ಅಭಿವೃದ್ಧಿಗೆ ಒತ್ತು ನೀಡಲಾಗುವುದು ಎಂದು ಭರವಸೆ ನೀಡಿದರು. bbox=[890, 2071, 1187, 2119]
bottom-left-paragraph: ಕೊಪ್ಪಳ ಜಿಲ್ಲಾ ಕಾರ್ಯನಿರತ ಸದಸ್ಯ ಸುರೇಶ, ಜಿಲ್ಲಾ ಪತ್ರಕರ್ತ ಸಂಘದ ನಿಕಟಪೂರ್ವ ಮಾತನಾಡಿ, ತಾಲೂಕು ಅಧ್ಯಕ್ಷರು ವಂದಿಸಿದರು. bbox=[17, 1888, 282, 1919]
registration-dot bbox=[758, 2144, 775, 2154]
bottom-left-headline-wrap bbox=[17, 1592, 558, 1652]
bottom-left-column-1 bbox=[17, 1660, 282, 2129]
rail-paragraph-2: ಹೊಸಪೇಟೆ: ಹೊಸಪೇಟೆ ತಾಲ್ಲೂಕು ಆಡಳಿತದಿಂದ ಗುರುವಾರದಂದು 78ನೇ ಸ್ವಾತಂತ್ರ್ಯ ದಿನಾಚರಣೆಯನ್ನು ಆಚರಿಸಲಾಯಿತು. ತಾಲ್ಲೂಕು ಕಚೇರಿ ಆವರಣದಲ್ಲಿ ಹಮ್ಮಿಕೊಂಡಿದ್ದ ಕಾರ್ಯಕ್ರಮದಲ್ಲಿ ತಹಶೀಲ್ದಾರರಾದ ಎಂ.ಎಂ. ಅವರು ರಾಷ್ಟ್ರ ಧ್ವಜಾರೋಹಣ ನೆರವೇರಿಸಿದರು. ಬಳಿಕ ಎಲ್ಲಾರಿಗೂ 78ನೇ ಸ್ವಾತಂತ್ರ್ಯ ದಿನಾಚರಣೆಯ ಶುಭಾಶಯಗಳನ್ನು ತಿಳಿಸಿ, ಸ್ವಾತಂತ್ರ್ಯ ಹೋರಾಟದ ಮಹತ್ವದ ಕುರಿತು ಸ್ಮರಿಸುವ ದಿನವಿದು ಎಂದರು. ಈ ಸಂದರ್ಭದಲ್ಲಿ ಗ್ರೇಡ್–2 ತಹಶೀಲ್ದಾರರಾದ ವೆಂಕಟೇಶ, ಶಿರಸ್ತೇದಾರರು, ಕಂದಾಯ ನಿರೀಕ್ಷಕರು, ಗ್ರಾಮ ಲೆಕ್ಕಾಧಿಕಾರಿಗಳು ಹಾಗೂ ಇತರ ಅಧಿಕಾರಿಗಳು ಮತ್ತು ಸಿಬ್ಬಂದಿಗಳು ಉಪಸ್ಥಿತರಿದ್ದರು. bbox=[22, 1144, 191, 1383]
top-headline-accent: ಸಂಕಲ್ಪ ಮಾಡೋಣ bbox=[1043, 79, 1217, 110]
bottom-left-paragraph: ಕಳವಳವುಂಟು ಮಾಡಿದೆ, ಎರಡನೇ ಬೆಳೆಯ ಆಗಿಯುತ್ತಿದ್ದ ರೈತರ ಸಾಲಿ ಕಾಯುತ್ತಿರುವ ನಿರ್ವಹಿಸಿ ಸಾಲದ ಸೇರಿ ಮಿತ್ರರಾಷ್ಟ್ರಗಳು ಇಂದು ಹೆಚ್ಚಿನ ವ್ಯಾಪಾರಗಳ ಅವಕಾಶವಿದ ಮೂಲಕ ಮುಂದಿನ ದಿನಗಳಲ್ಲಿ ಇನ್ನಷ್ಟು ಉತ್ತಮ ಕಾರ್ಯಗಳನ್ನು ಕೈಗೊಳ್ಳಲಾಗುವುದು. bbox=[293, 1823, 558, 1888]
publication-date: ಆಗಸ್ಟ್ 16 2024 bbox=[22, 21, 170, 47]
kicker-badge: ಬದಲಾವಣೆ ಸುದ್ದಿ bbox=[17, 1660, 94, 1677]
rail-headline-2-line3: ರಾಷ್ಟ್ರ ಧ್ವಜಾರೋಹಣ bbox=[55, 1095, 158, 1113]
bottom-right-top-row bbox=[584, 1660, 1494, 1927]
registration-dot bbox=[60, 2144, 77, 2154]
school-headline-accent: ಸ್ವಾತಂತ್ರ್ಯೋತ್ಸವ bbox=[985, 1222, 1091, 1246]
caption-text: ಸಹ ಹೋಗಗಾಲಿಕೆಯಿಂದ ಕಾರ್ಯನಿರ್ವಾಹಕ ವಾಣಿ ಕೊಪ್ಪಳ ಜಿಲ್ಲೆಯ ಜನರ ಜೀವನ ಮಟ್ಟವನ್ನು ಗಣನೀಯವಾಗಿ ಸುಧಾರಿಸಿದೆ. ಗ್ರಾಮೀಣ ಯೋಜನೆಗಳು ಜಾರಿಯಾಗಿ ನಾಗರಿಕರಿಗೆ ಸಾಮಾಜಿಕ ಭದ್ರತೆ ಒದಗಿಸುವ ಮೂಲಕ ಸ್ವಾತಂತ್ರ್ಯದ ಆರ್ಥಿಕ ಪ್ರಗತಿಗೆ ಸುಧಾರಿಸಿದೆ ಎಂದು ತಿಳಿಸಿದರು. bbox=[204, 301, 519, 340]
top-story-paragraph: ಕೊಪ್ಪಳ: ಭಾರತದ ಸಂವಿಧಾನದಲ್ಲಿ ಪ್ರತಿಷ್ಠಿ ಮಾಡಿರುವ ಸಾಮಾಜಿಕ ಆರ್ಥಿಕ ನ್ಯಾಯವನ್ನು ಕೊಪ್ಪಳ ಜಿಲ್ಲೆಯಲ್ಲಿ ಪ್ರತಿಯೊಬ್ಬ ನಾಗರಿಕನಿಗೆ ತಲುಪುವ ಹಾಗೆ ಕಾರ್ಯಕ್ಷಮತೆ ತೋರುವ ಎಲ್ಲರೂ ಕಾರ್ಯನಿರ್ವಹಿಸಲು ಪ್ರತಿಜ್ಞೆ ಮಾಡೋಣ ಎಂದು ಜಿಲ್ಲಾಧಿಕಾರಿಗಳು ನಲಿಸಿ ಅಹ್ವಾನ ಮಾಡಿದರು. bbox=[17, 153, 193, 253]
registration-dot bbox=[1412, 2144, 1429, 2154]
registration-dot bbox=[737, 2144, 754, 2154]
footer-dots-left bbox=[17, 2144, 99, 2154]
bottom-right-text-columns bbox=[584, 1934, 1494, 2129]
bottom-left-headline-accent: ಧ್ವಜಾರೋಹಣ bbox=[308, 1624, 420, 1650]
photo-minister-flag-hoisting bbox=[383, 627, 1494, 882]
masthead-divider bbox=[17, 63, 1494, 64]
bottom-right-column-2 bbox=[890, 1934, 1186, 2129]
highlight-item: ವಿವಿಧ ಇಲಾಖೆಗಳ ಸ್ತಬ್ಧ ಚಿತ್ರಗಳ ಮೆರವಣಿಗೆಗೆ ಸ್ಥಳೀಯ ಜನರ ಮೆಚ್ಚುಗೆ bbox=[592, 1725, 830, 1755]
registration-dot bbox=[1477, 2144, 1494, 2154]
top-headline-main: ಸಂವಿಧಾನದಲ್ಲಿ ಘೋಷಿಸಿದ ಸಾಮಾಜಿಕ ನ್ಯಾಯ ಸಾಕಾರಗೊಳಿಸುವ ಕಾರ್ಯಕ್ಷಮತೆಯ bbox=[294, 79, 1044, 110]
mid-headline bbox=[210, 586, 1491, 613]
highlight-item: 78ನೇ ಸ್ವಾತಂತ್ರ್ಯೋತ್ಸವ ದಿನಾಚರಣೆ: ಜಿಲ್ಲಾ ಉಸ್ತುವಾರಿ ಸಚಿವರಿಂದ ಧ್ವಜಾರೋಹಣ bbox=[592, 1667, 830, 1698]
top-photo-row bbox=[204, 129, 1494, 293]
bottom-headline-row bbox=[17, 1592, 1494, 1652]
